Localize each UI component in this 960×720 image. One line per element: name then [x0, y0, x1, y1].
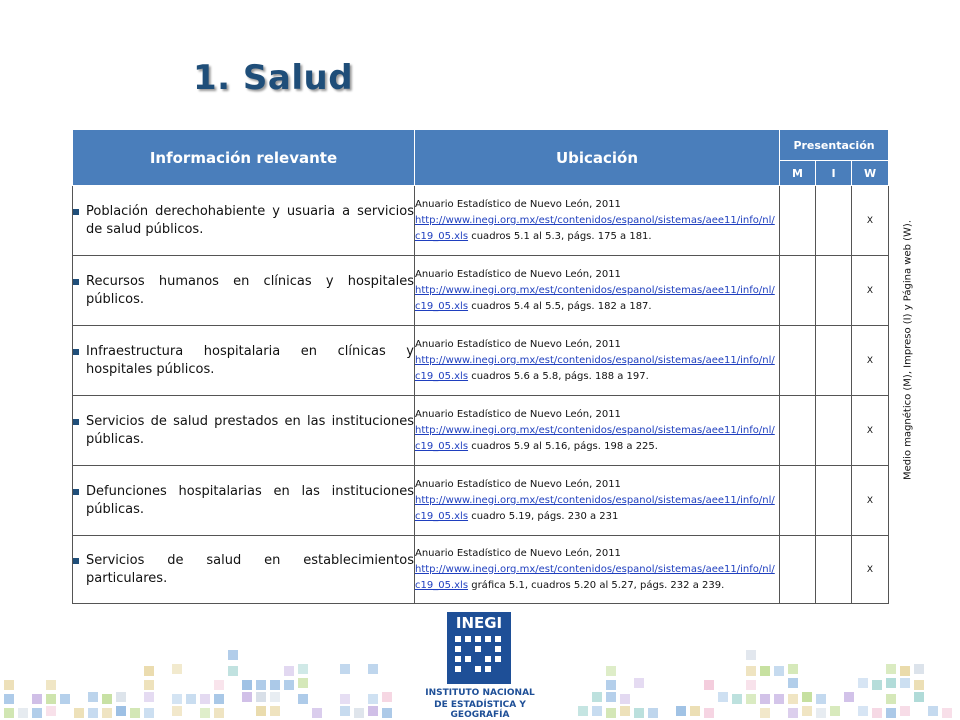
source-text: Anuario Estadístico de Nuevo León, 2011: [415, 547, 621, 559]
cell-m: [780, 186, 816, 256]
table-row: [73, 256, 889, 326]
cell-w: X: [852, 466, 889, 536]
detail-text: cuadros 5.1 al 5.3, págs. 175 a 181.: [468, 230, 652, 242]
info-text: Servicios de salud en establecimientos particulares.: [86, 552, 414, 586]
detail-text: cuadros 5.6 a 5.8, págs. 188 a 197.: [468, 370, 649, 382]
detail-text: cuadros 5.4 al 5.5, págs. 182 a 187.: [468, 300, 652, 312]
info-cell: [73, 536, 415, 604]
table-row: [73, 536, 889, 604]
source-link[interactable]: http://www.inegi.org.mx/est/contenidos/espanol/sistemas/aee11/info/nl/c19_05.xls: [415, 424, 775, 452]
source-text: Anuario Estadístico de Nuevo León, 2011: [415, 198, 621, 210]
header-i: I: [816, 161, 852, 186]
cell-w: X: [852, 186, 889, 256]
logo-line-2: DE ESTADÍSTICA Y GEOGRAFÍA: [434, 700, 526, 720]
cell-m: [780, 396, 816, 466]
bullet-icon: [73, 419, 79, 425]
table-row: [73, 396, 889, 466]
source-text: Anuario Estadístico de Nuevo León, 2011: [415, 478, 621, 490]
detail-text: cuadros 5.9 al 5.16, págs. 198 a 225.: [468, 440, 658, 452]
ubicacion-cell: [415, 536, 780, 604]
source-text: Anuario Estadístico de Nuevo León, 2011: [415, 408, 621, 420]
info-cell: [73, 396, 415, 466]
source-link[interactable]: http://www.inegi.org.mx/est/contenidos/espanol/sistemas/aee11/info/nl/c19_05.xls: [415, 284, 775, 312]
source-link[interactable]: http://www.inegi.org.mx/est/contenidos/espanol/sistemas/aee11/info/nl/c19_05.xls: [415, 494, 775, 522]
side-note: [888, 200, 928, 500]
source-link[interactable]: http://www.inegi.org.mx/est/contenidos/espanol/sistemas/aee11/info/nl/c19_05.xls: [415, 354, 775, 382]
header-info: Información relevante: [73, 130, 415, 186]
salud-table: [72, 129, 889, 604]
info-text: Servicios de salud prestados en las instituciones públicas.: [86, 413, 414, 447]
bullet-icon: [73, 209, 79, 215]
bullet-icon: [73, 279, 79, 285]
cell-w: X: [852, 326, 889, 396]
info-cell: [73, 326, 415, 396]
cell-i: [816, 536, 852, 604]
page-title: 1. Salud: [193, 58, 354, 98]
source-text: Anuario Estadístico de Nuevo León, 2011: [415, 268, 621, 280]
header-ubicacion: Ubicación: [415, 130, 780, 186]
cell-m: [780, 466, 816, 536]
inegi-logo: [405, 612, 555, 720]
table-row: [73, 466, 889, 536]
table-row: [73, 186, 889, 256]
header-m: M: [780, 161, 816, 186]
ubicacion-cell: [415, 466, 780, 536]
bullet-icon: [73, 489, 79, 495]
info-text: Defunciones hospitalarias en las instituciones públicas.: [86, 483, 414, 517]
info-cell: [73, 256, 415, 326]
side-note-text: Medio magnético (M), Impreso (I) y Página web (W).: [902, 219, 914, 481]
cell-m: [780, 256, 816, 326]
detail-text: gráfica 5.1, cuadros 5.20 al 5.27, págs. 232 a 239.: [468, 579, 725, 591]
cell-w: X: [852, 256, 889, 326]
cell-m: [780, 536, 816, 604]
cell-i: [816, 326, 852, 396]
source-link[interactable]: http://www.inegi.org.mx/est/contenidos/espanol/sistemas/aee11/info/nl/c19_05.xls: [415, 563, 775, 591]
logo-word: INEGI: [455, 614, 503, 632]
info-text: Población derechohabiente y usuaria a servicios de salud públicos.: [86, 203, 414, 237]
source-text: Anuario Estadístico de Nuevo León, 2011: [415, 338, 621, 350]
cell-w: X: [852, 396, 889, 466]
cell-m: [780, 326, 816, 396]
ubicacion-cell: [415, 326, 780, 396]
logo-line-1: INSTITUTO NACIONAL: [425, 688, 535, 698]
bullet-icon: [73, 349, 79, 355]
logo-dots-icon: [447, 612, 511, 684]
header-w: W: [852, 161, 889, 186]
logo-box: [447, 612, 511, 684]
ubicacion-cell: [415, 186, 780, 256]
bullet-icon: [73, 558, 79, 564]
ubicacion-cell: [415, 396, 780, 466]
info-text: Recursos humanos en clínicas y hospitales públicos.: [86, 273, 414, 307]
info-text: Infraestructura hospitalaria en clínicas y hospitales públicos.: [86, 343, 414, 377]
cell-w: X: [852, 536, 889, 604]
header-presentacion: Presentación: [780, 130, 889, 161]
table-row: [73, 326, 889, 396]
ubicacion-cell: [415, 256, 780, 326]
source-link[interactable]: http://www.inegi.org.mx/est/contenidos/espanol/sistemas/aee11/info/nl/c19_05.xls: [415, 214, 775, 242]
info-cell: [73, 186, 415, 256]
detail-text: cuadro 5.19, págs. 230 a 231: [468, 510, 619, 522]
cell-i: [816, 256, 852, 326]
info-cell: [73, 466, 415, 536]
cell-i: [816, 466, 852, 536]
cell-i: [816, 186, 852, 256]
cell-i: [816, 396, 852, 466]
